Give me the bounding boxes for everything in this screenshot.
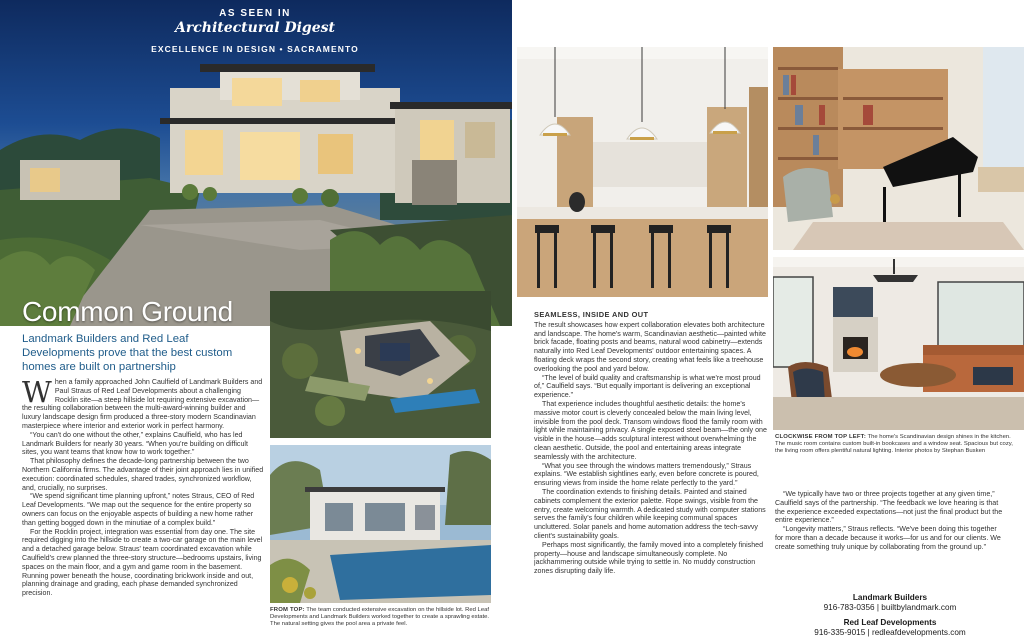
caption-label: CLOCKWISE FROM TOP LEFT:	[775, 434, 866, 440]
body-column-2	[534, 311, 768, 641]
phone-number: 916-335-9015	[814, 628, 866, 637]
company-name: Landmark Builders	[852, 593, 928, 602]
masthead	[150, 8, 360, 36]
music-room-illustration	[773, 47, 1024, 250]
paragraph: “You can't do one without the other,” explains Caulfield, who has led Landmark Builders for nearly 30 years. “When you're building on difficult sites, you want teams that know how to work together.”	[22, 430, 248, 457]
masthead-tagline: EXCELLENCE IN DESIGN • SACRAMENTO	[151, 44, 359, 54]
caption-text: The team conducted extensive excavation on the hillside lot. Red Leaf Developments and Landmark Builders worked together to create a sprawling estate. The natural setting gives the pool area a private feel.	[270, 607, 490, 627]
aerial-estate-photo	[270, 291, 491, 438]
left-photo-caption	[270, 607, 492, 628]
music-room-photo	[773, 47, 1024, 250]
paragraph: “The level of build quality and craftsmanship is what we're most proud of,” Caulfield says. “But equally important is delivering an exceptional experience.”	[534, 373, 761, 400]
article-title: Common Ground	[22, 296, 233, 327]
paragraph: “We typically have two or three projects together at any given time,” Caulfield says of the partnership. “The feedback we love hearing is that the experience exceeded expectations—not just the final product but the entire experience.”	[775, 490, 1003, 525]
website-link[interactable]: redleafdevelopments.com	[871, 628, 966, 637]
hero-house-photo	[0, 0, 512, 326]
separator: |	[876, 603, 880, 612]
contact-line	[775, 603, 1005, 613]
paragraph: Perhaps most significantly, the family moved into a completely finished property—house and landscape simultaneously complete. No jackhammering outside while trying to settle in. No muddy construction zones disrupting daily life.	[534, 540, 764, 576]
paragraph: “Longevity matters,” Straus reflects. “We've been doing this together for more than a decade because it works—for us and for our clients. We create something truly unique by collaborating from the ground up.”	[775, 525, 1001, 551]
body-column-3	[775, 490, 1005, 580]
caption-label: FROM TOP:	[270, 607, 305, 613]
contact-block	[775, 593, 1005, 638]
living-room-photo	[773, 257, 1024, 430]
right-photo-caption	[775, 434, 1017, 455]
drop-cap: W	[22, 378, 52, 409]
body-column-1	[22, 378, 266, 640]
paragraph: That experience includes thoughtful aesthetic details: the home's massive motor court is cleverly concealed below the main living level, invisible from the pool deck. Transom windows flood the family room with light while maintaining privacy. A single exposed steel beam—the only one visible in the house—adds sculptural interest without overwhelming the clean aesthetic. Outside, the pool and entertaining areas integrate seamlessly with the architecture.	[534, 399, 767, 461]
website-link[interactable]: builtbylandmark.com	[881, 603, 957, 612]
caption-text: The home's Scandinavian design shines in the kitchen. The music room contains custom built-in bookcases and a window seat. Spacious but cozy, the living room offers plentiful natural lighting. Interior photos by Stephan Busken	[775, 434, 1013, 454]
kitchen-illustration	[517, 47, 768, 297]
paragraph: “What you see through the windows matters tremendously,” Straus explains. “We establish sightlines early, even before concrete is poured, ensuring views from inside the home relate perfectly to the yard.”	[534, 461, 759, 488]
paragraph: That philosophy defines the decade-long partnership between the two Northern California firms. The advantage of their joint approach lies in unified execution: coordinated schedules, shared trades, synchronized workflow, and, crucially, no surprises.	[22, 457, 264, 492]
paragraph: “We spend significant time planning upfront,” notes Straus, CEO of Red Leaf Developments. “We map out the sequence for the entire property so owners can focus on the enjoyable aspects of building a new home rather than getting bogged down in the minutiae of a complex build.”	[22, 492, 255, 527]
company-name: Red Leaf Developments	[843, 618, 937, 627]
phone-number: 916-783-0356	[823, 603, 875, 612]
contact-line	[775, 628, 1005, 638]
separator: |	[867, 628, 870, 637]
paragraph: For the Rocklin project, integration was essential from day one. The site required digging into the hillside to create a two-car garage on the main level and a detached garage below. Straus' team coordinated excavation while Caulfield's crew planned the three-story structure—bedrooms upstairs, living spaces on the main floor, and a gym and game room in the basement. Running power beneath the house, coordinating brickwork inside and out, planning drainage and grading, each phase demanded synchronized precision.	[22, 527, 263, 598]
pool-patio-illustration	[270, 445, 491, 603]
magazine-name: Architectural Digest	[175, 20, 335, 36]
paragraph: The coordination extends to finishing details. Painted and stained cabinets complement the exterior palette. Rope swings, visible from the entry, create welcoming warmth. A dedicated study with computer stations serves the family's four children while keeping communal spaces uncluttered. Solar panels and home automation address the tech-savvy client's sustainability goals.	[534, 487, 766, 540]
living-room-illustration	[773, 257, 1024, 430]
paragraph: The result showcases how expert collaboration elevates both architecture and landscape. The home's warm, Scandinavian aesthetic—painted white brick facade, floating posts and beams, natural wood cabinetry—extends naturally into Red Leaf Developments' outdoor entertaining spaces. A floating deck wraps the second story, creating what feels like a treehouse overlooking the pool and yard below.	[534, 320, 766, 373]
section-subhead: SEAMLESS, INSIDE AND OUT	[534, 311, 649, 319]
article-deck: Landmark Builders and Red Leaf Developments prove that the best custom homes are built on partnership	[22, 333, 233, 373]
pool-patio-photo	[270, 445, 491, 603]
paragraph: When a family approached John Caulfield of Landmark Builders and Paul Straus of Red Leaf Developments about a challenging Rocklin site—a steep hillside lot requiring extensive excavation—the resulting collaboration between the multi-award-winning builder and luxury landscape design firm produced a three-story modern Scandinavian masterpiece where interior and exterior work in perfect harmony.	[22, 378, 263, 430]
kitchen-photo	[517, 47, 768, 297]
aerial-estate-illustration	[270, 291, 491, 438]
as-seen-in-label: AS SEEN IN	[219, 8, 291, 19]
